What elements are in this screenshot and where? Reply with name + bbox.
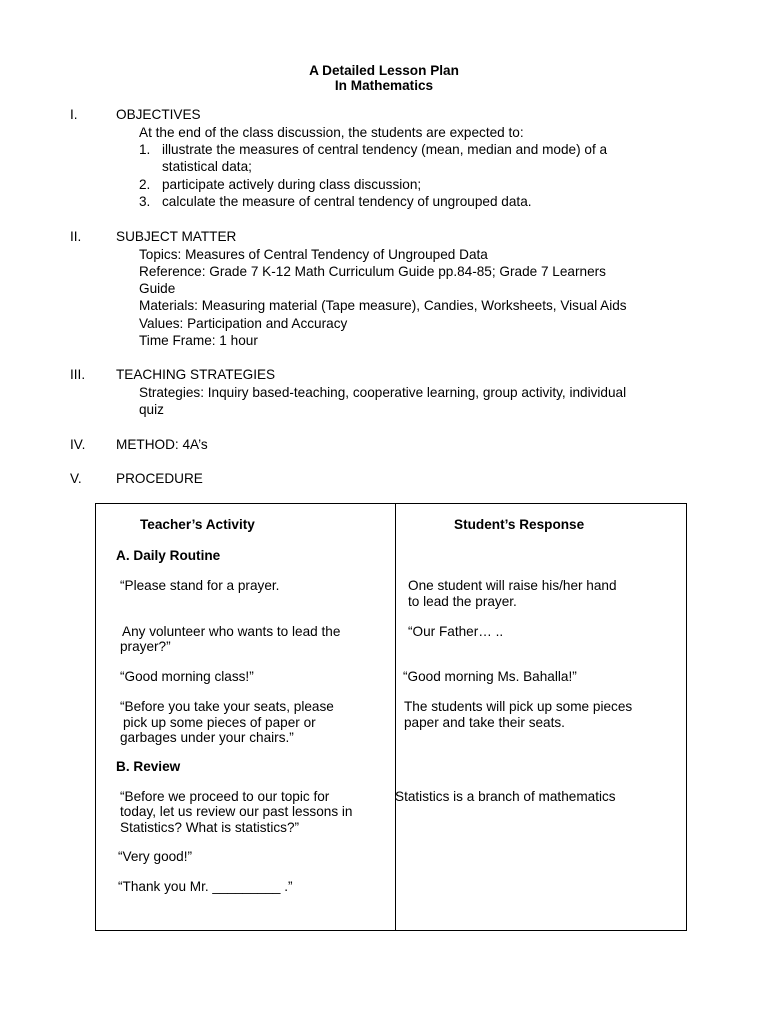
column-divider <box>395 504 396 930</box>
teacher-line: Statistics? What is statistics?” <box>120 820 300 835</box>
objective-text: participate actively during class discussion; <box>162 177 422 192</box>
procedure-numeral: V. <box>70 471 82 486</box>
teacher-line: today, let us review our past lessons in <box>120 804 353 819</box>
objective-number: 3. <box>139 194 151 209</box>
teacher-line: Any volunteer who wants to lead the <box>122 624 341 639</box>
daily-routine-subheading: A. Daily Routine <box>116 548 221 563</box>
document-title: A Detailed Lesson Plan <box>309 63 459 78</box>
materials-line: Materials: Measuring material (Tape measure), Candies, Worksheets, Visual Aids <box>139 298 627 313</box>
teacher-line: pick up some pieces of paper or <box>123 715 316 730</box>
subject-matter-numeral: II. <box>70 229 82 244</box>
procedure-table <box>95 503 687 931</box>
objective-number: 1. <box>139 142 151 157</box>
student-line: One student will raise his/her hand <box>408 578 617 593</box>
method-numeral: IV. <box>70 437 86 452</box>
student-line: Statistics is a branch of mathematics <box>395 789 616 804</box>
procedure-heading: PROCEDURE <box>116 471 203 486</box>
teacher-activity-header: Teacher’s Activity <box>140 517 255 532</box>
values-line: Values: Participation and Accuracy <box>139 316 348 331</box>
teacher-line: “Before we proceed to our topic for <box>120 789 330 804</box>
reference-line: Reference: Grade 7 K-12 Math Curriculum Guide pp.84-85; Grade 7 Learners <box>139 264 606 279</box>
teacher-line: “Good morning class!” <box>120 669 254 684</box>
teacher-line: “Please stand for a prayer. <box>120 578 280 593</box>
student-line: to lead the prayer. <box>408 594 517 609</box>
strategies-line-continued: quiz <box>139 402 164 417</box>
teaching-strategies-numeral: III. <box>70 367 86 382</box>
objectives-heading: OBJECTIVES <box>116 107 201 122</box>
student-line: paper and take their seats. <box>404 715 565 730</box>
method-heading: METHOD: 4A’s <box>116 437 208 452</box>
strategies-line: Strategies: Inquiry based-teaching, cooperative learning, group activity, individual <box>139 385 627 400</box>
document-subtitle: In Mathematics <box>334 78 434 93</box>
objective-text-continued: statistical data; <box>162 159 252 174</box>
teaching-strategies-heading: TEACHING STRATEGIES <box>116 367 276 382</box>
student-line: The students will pick up some pieces <box>404 699 633 714</box>
topics-line: Topics: Measures of Central Tendency of Ungrouped Data <box>139 247 488 262</box>
time-frame-line: Time Frame: 1 hour <box>139 333 258 348</box>
objective-text: illustrate the measures of central tendency (mean, median and mode) of a <box>162 142 608 157</box>
review-subheading: B. Review <box>116 759 181 774</box>
reference-line-continued: Guide <box>139 281 176 296</box>
objectives-intro: At the end of the class discussion, the students are expected to: <box>139 125 524 140</box>
objective-number: 2. <box>139 177 151 192</box>
objective-text: calculate the measure of central tendency of ungrouped data. <box>162 194 532 209</box>
teacher-line: prayer?” <box>120 639 171 654</box>
student-line: “Our Father… .. <box>408 624 504 639</box>
objectives-numeral: I. <box>70 107 78 122</box>
teacher-line: “Very good!” <box>118 849 193 864</box>
subject-matter-heading: SUBJECT MATTER <box>116 229 237 244</box>
teacher-line: garbages under your chairs.” <box>120 730 294 745</box>
student-line: “Good morning Ms. Bahalla!” <box>403 669 577 684</box>
teacher-line: “Before you take your seats, please <box>120 699 334 714</box>
student-response-header: Student’s Response <box>454 517 585 532</box>
teacher-line: “Thank you Mr. _________ .” <box>118 879 293 894</box>
